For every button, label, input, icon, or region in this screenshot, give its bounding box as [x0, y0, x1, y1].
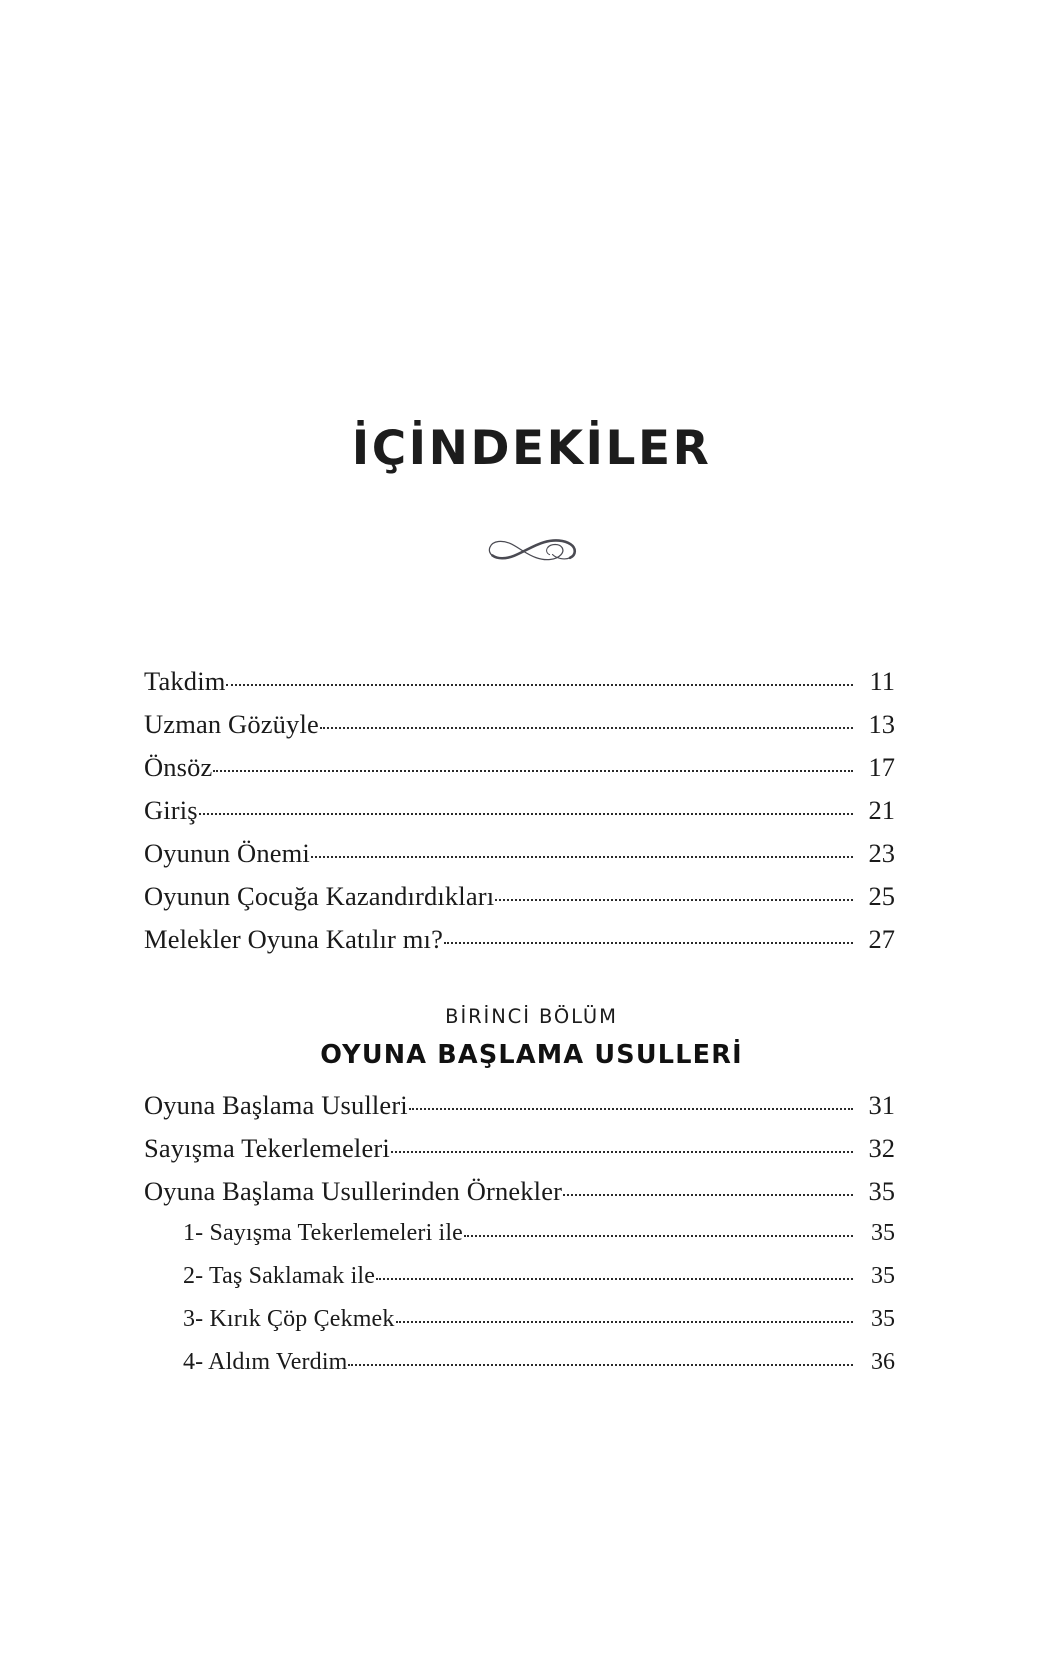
toc-subentry-page: 35 [871, 1220, 895, 1246]
page-title: İÇİNDEKİLER [351, 421, 712, 476]
toc-entry[interactable] [0, 883, 1063, 926]
toc-entry[interactable] [0, 926, 1063, 969]
toc-entry-page: 32 [868, 1133, 895, 1163]
toc-subentry[interactable] [0, 1307, 1063, 1350]
toc-dot-leader [444, 932, 853, 948]
toc-entry-label: Oyuna Başlama Usulleri [144, 1090, 408, 1120]
toc-entry[interactable] [0, 1178, 1063, 1221]
toc-entry-page: 13 [868, 709, 895, 739]
flourish-ornament-icon [484, 530, 580, 566]
toc-entry-label: Oyuna Başlama Usullerinden Örnekler [144, 1176, 563, 1206]
toc-dot-leader [213, 760, 853, 776]
toc-entry-label: Oyunun Önemi [144, 838, 310, 868]
toc-subentry[interactable] [0, 1264, 1063, 1307]
toc-subentry[interactable] [0, 1350, 1063, 1393]
toc-dot-leader [495, 889, 853, 905]
toc-entry-page: 25 [868, 881, 895, 911]
section-title: OYUNA BAŞLAMA USULLERİ [320, 1040, 743, 1070]
toc-subentry-label: 2- Taş Saklamak ile [183, 1263, 376, 1289]
toc-entry-page: 11 [869, 666, 895, 696]
toc-subentry-page: 35 [871, 1263, 895, 1289]
table-of-contents [0, 668, 1063, 1393]
toc-subentry-page: 36 [871, 1349, 895, 1375]
toc-dot-leader [391, 1141, 853, 1157]
toc-dot-leader [464, 1224, 853, 1240]
toc-entry[interactable] [0, 840, 1063, 883]
section-eyebrow: BİRİNCİ BÖLÜM [445, 1005, 618, 1028]
toc-entry-label: Uzman Gözüyle [144, 709, 319, 739]
toc-entry[interactable] [0, 797, 1063, 840]
toc-subentry[interactable] [0, 1221, 1063, 1264]
toc-entry-page: 17 [868, 752, 895, 782]
toc-entry[interactable] [0, 711, 1063, 754]
toc-entry[interactable] [0, 1135, 1063, 1178]
toc-entry-page: 27 [868, 924, 895, 954]
toc-subentry-page: 35 [871, 1306, 895, 1332]
toc-dot-leader [311, 846, 853, 862]
spacer [0, 1028, 1063, 1040]
toc-entry[interactable] [0, 754, 1063, 797]
toc-entry[interactable] [0, 668, 1063, 711]
flourish-ornament-container [0, 522, 1063, 574]
toc-dot-leader [199, 803, 853, 819]
toc-entry[interactable] [0, 1092, 1063, 1135]
toc-subentry-label: 1- Sayışma Tekerlemeleri ile [183, 1220, 463, 1246]
toc-entry-page: 23 [868, 838, 895, 868]
section-heading [0, 1005, 1063, 1070]
toc-dot-leader [376, 1267, 853, 1283]
toc-entry-label: Önsöz [144, 752, 213, 782]
toc-dot-leader [409, 1098, 853, 1114]
toc-entry-label: Melekler Oyuna Katılır mı? [144, 924, 443, 954]
toc-dot-leader [320, 717, 853, 733]
spacer [0, 969, 1063, 1005]
toc-group-front-matter [0, 668, 1063, 969]
toc-entry-label: Oyunun Çocuğa Kazandırdıkları [144, 881, 495, 911]
toc-entry-label: Takdim [144, 666, 226, 696]
toc-entry-label: Giriş [144, 795, 198, 825]
toc-subentry-label: 4- Aldım Verdim [183, 1349, 348, 1375]
toc-entry-page: 21 [868, 795, 895, 825]
toc-dot-leader [348, 1353, 853, 1369]
toc-entry-page: 31 [868, 1090, 895, 1120]
spacer [0, 1070, 1063, 1092]
toc-dot-leader [226, 674, 853, 690]
toc-subentry-label: 3- Kırık Çöp Çekmek [183, 1306, 395, 1332]
toc-entry-page: 35 [868, 1176, 895, 1206]
toc-dot-leader [563, 1184, 853, 1200]
page-title-block [0, 421, 1063, 476]
toc-dot-leader [396, 1310, 854, 1326]
toc-group-section-one [0, 1092, 1063, 1393]
toc-entry-label: Sayışma Tekerlemeleri [144, 1133, 390, 1163]
